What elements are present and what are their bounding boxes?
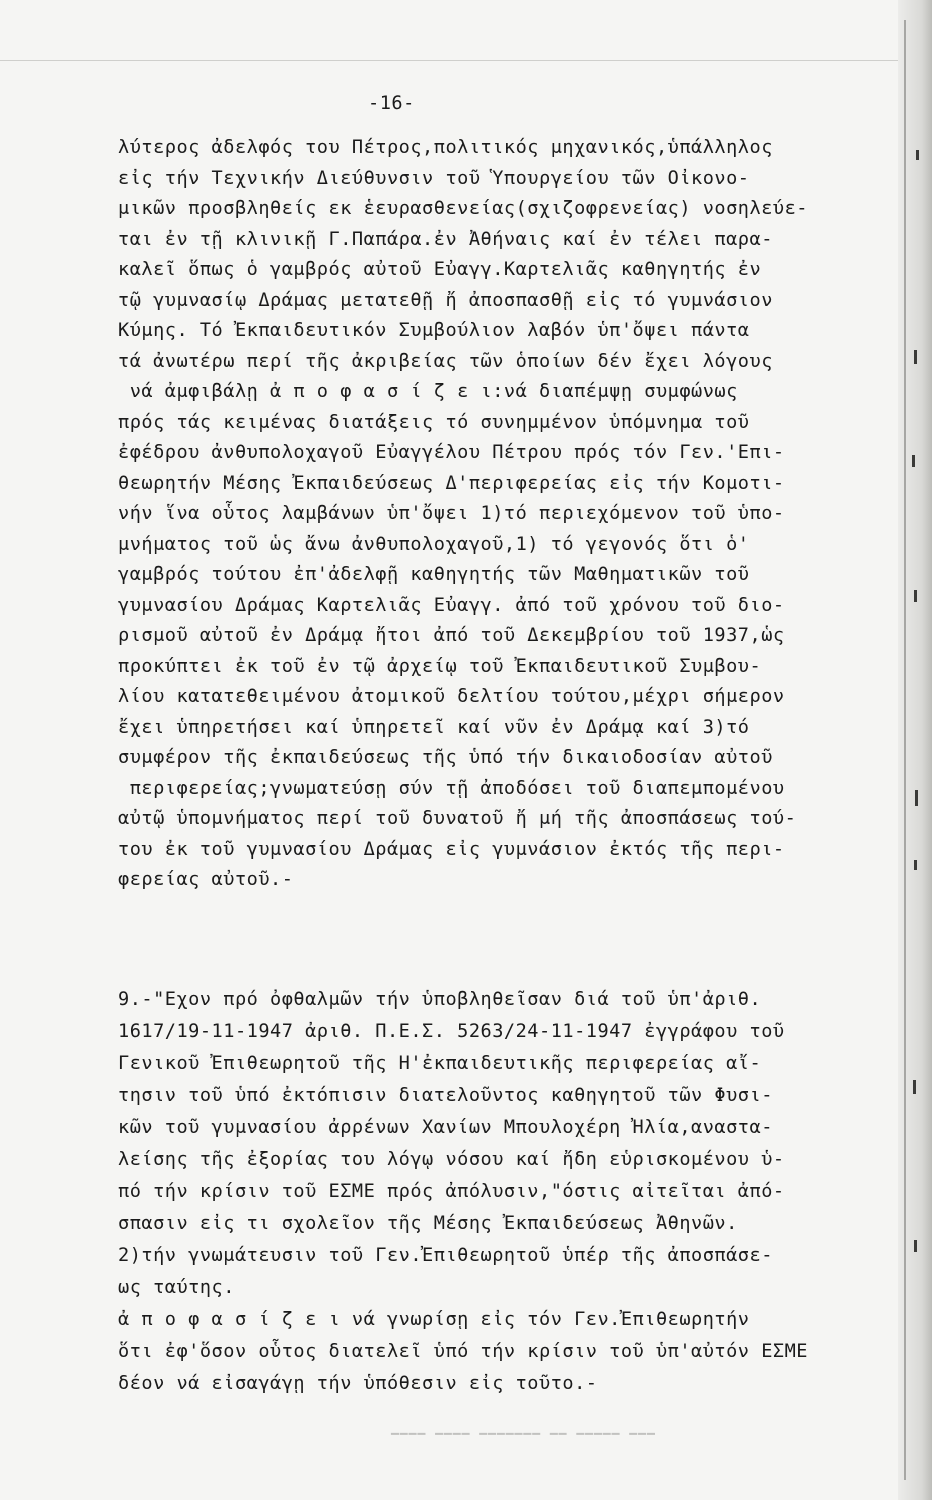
text-line: Κύμης. Τό Ἐκπαιδευτικόν Συμβούλιον λαβόν ὑπ'ὄψει πάντα bbox=[118, 320, 750, 341]
text-line: νήν ἵνα οὗτος λαμβάνων ὑπ'ὄψει 1)τό περιεχόμενον τοῦ ὑπο- bbox=[118, 503, 785, 524]
margin-mark bbox=[913, 1080, 916, 1094]
paragraph-8-text bbox=[118, 133, 808, 896]
margin-mark bbox=[915, 790, 918, 806]
margin-mark bbox=[916, 150, 919, 160]
bleed-through-text: ▁▁▁ ▁▁▁▁▁ ▁▁ ▁▁▁▁▁▁▁ ▁▁▁▁ ▁▁▁▁ bbox=[390, 1432, 655, 1447]
text-line: ὅτι ἐφ'ὅσον οὗτος διατελεῖ ὑπό τήν κρίσιν τοῦ ὑπ'αὐτόν ΕΣΜΕ bbox=[118, 1341, 808, 1362]
text-line: καλεῖ ὅπως ὁ γαμβρός αὐτοῦ Εὐαγγ.Καρτελιᾶς καθηγητής ἐν bbox=[118, 259, 762, 280]
text-line: Γενικοῦ Ἐπιθεωρητοῦ τῆς Η'ἐκπαιδευτικῆς περιφερείας αἴ- bbox=[118, 1053, 762, 1074]
text-line: εἰς τήν Τεχνικήν Διεύθυνσιν τοῦ Ὑπουργείου τῶν Οἰκονο- bbox=[118, 167, 750, 189]
text-line: ως ταύτης. bbox=[118, 1277, 235, 1298]
page-number: -16- bbox=[368, 93, 415, 114]
text-line: ἐφέδρου ἀνθυπολοχαγοῦ Εὐαγγέλου Πέτρου πρός τόν Γεν.'Επι- bbox=[118, 442, 785, 463]
margin-mark bbox=[914, 1240, 917, 1252]
text-line: τά ἀνωτέρω περί τῆς ἀκριβείας τῶν ὁποίων δέν ἔχει λόγους bbox=[118, 350, 773, 372]
margin-mark bbox=[914, 590, 917, 602]
text-line: τῷ γυμνασίῳ Δράμας μετατεθῇ ἤ ἀποσπασθῇ εἰς τό γυμνάσιον bbox=[118, 289, 773, 311]
text-line: 2)τήν γνωμάτευσιν τοῦ Γεν.Ἐπιθεωρητοῦ ὑπέρ τῆς ἀποσπάσε- bbox=[118, 1245, 773, 1266]
text-line: πό τήν κρίσιν τοῦ ΕΣΜΕ πρός ἀπόλυσιν,"όστις αἰτεῖται ἀπό- bbox=[118, 1181, 785, 1202]
text-line: ται ἐν τῇ κλινικῇ Γ.Παπάρα.ἐν Ἀθήναις καί ἐν τέλει παρα- bbox=[118, 228, 773, 250]
text-line: ρισμοῦ αὐτοῦ ἐν Δράμᾳ ἤτοι ἀπό τοῦ Δεκεμβρίου τοῦ 1937,ὡς bbox=[118, 625, 785, 646]
margin-mark bbox=[912, 455, 915, 467]
text-line: κῶν τοῦ γυμνασίου ἀρρένων Χανίων Μπουλοχέρη Ἠλία,αναστα- bbox=[118, 1117, 773, 1138]
text-line: λύτερος ἀδελφός του Πέτρος,πολιτικός μηχανικός,ὑπάλληλος bbox=[118, 137, 773, 158]
text-line: γυμνασίου Δράμας Καρτελιᾶς Εὐαγγ. ἀπό τοῦ χρόνου τοῦ διο- bbox=[118, 594, 785, 616]
text-line: μνήματος τοῦ ὡς ἄνω ἀνθυπολοχαγοῦ,1) τό γεγονός ὅτι ὁ' bbox=[118, 533, 750, 555]
text-line: του ἐκ τοῦ γυμνασίου Δράμας εἰς γυμνάσιον ἐκτός τῆς περι- bbox=[118, 838, 785, 860]
margin-mark bbox=[914, 860, 917, 870]
text-line: λίου κατατεθειμένου ἀτομικοῦ δελτίου τούτου,μέχρι σήμερον bbox=[118, 686, 785, 707]
text-line: περιφερείας;γνωματεύσῃ σύν τῇ ἀποδόσει τοῦ διαπεμπομένου bbox=[118, 777, 785, 799]
text-line: 1617/19-11-1947 ἀριθ. Π.Ε.Σ. 5263/24-11-1947 ἐγγράφου τοῦ bbox=[118, 1021, 785, 1042]
margin-mark bbox=[914, 350, 917, 364]
text-line: θεωρητήν Μέσης Ἐκπαιδεύσεως Δ'περιφερείας εἰς τήν Κομοτι- bbox=[118, 472, 785, 494]
paragraph-9-text bbox=[118, 984, 808, 1400]
text-line: αὐτῷ ὑπομνήματος περί τοῦ δυνατοῦ ἤ μή τῆς ἀποσπάσεως τού- bbox=[118, 808, 797, 829]
text-line: λείσης τῆς ἐξορίας του λόγῳ νόσου καί ἤδη εὑρισκομένου ὑ- bbox=[118, 1149, 785, 1170]
binding-edge-line bbox=[904, 20, 906, 1480]
fold-line bbox=[0, 60, 898, 61]
text-line: γαμβρός τούτου ἐπ'ἀδελφῇ καθηγητής τῶν Μαθηματικῶν τοῦ bbox=[118, 564, 750, 585]
text-line: 9.-"Εχον πρό ὀφθαλμῶν τήν ὑποβληθεῖσαν διά τοῦ ὑπ'ἀριθ. bbox=[118, 989, 762, 1010]
text-line: προκύπτει ἐκ τοῦ ἐν τῷ ἀρχείῳ τοῦ Ἐκπαιδευτικοῦ Συμβου- bbox=[118, 655, 762, 677]
text-line: τησιν τοῦ ὑπό ἐκτόπισιν διατελοῦντος καθηγητοῦ τῶν Φυσι- bbox=[118, 1085, 773, 1106]
text-line: φερείας αὐτοῦ.- bbox=[118, 869, 294, 890]
text-line: ἀ π ο φ α σ ί ζ ε ι νά γνωρίσῃ εἰς τόν Γεν.Ἐπιθεωρητήν bbox=[118, 1309, 750, 1330]
text-line: μικῶν προσβληθείς εκ ἑευρασθενείας(σχιζοφρενείας) νοσηλεύε- bbox=[118, 198, 808, 219]
text-line: πρός τάς κειμένας διατάξεις τό συνημμένον ὑπόμνημα τοῦ bbox=[118, 411, 750, 433]
text-line: σπασιν εἰς τι σχολεῖον τῆς Μέσης Ἐκπαιδεύσεως Ἀθηνῶν. bbox=[118, 1213, 738, 1234]
text-line: δέον νά εἰσαγάγῃ τήν ὑπόθεσιν εἰς τοῦτο.- bbox=[118, 1373, 598, 1394]
text-line: ἔχει ὑπηρετήσει καί ὑπηρετεῖ καί νῦν ἐν Δράμᾳ καί 3)τό bbox=[118, 716, 750, 738]
text-line: συμφέρον τῆς ἐκπαιδεύσεως τῆς ὑπό τήν δικαιοδοσίαν αὐτοῦ bbox=[118, 747, 773, 768]
text-line: νά ἀμφιβάλῃ ἀ π ο φ α σ ί ζ ε ι:νά διαπέμψῃ συμφώνως bbox=[118, 381, 738, 402]
